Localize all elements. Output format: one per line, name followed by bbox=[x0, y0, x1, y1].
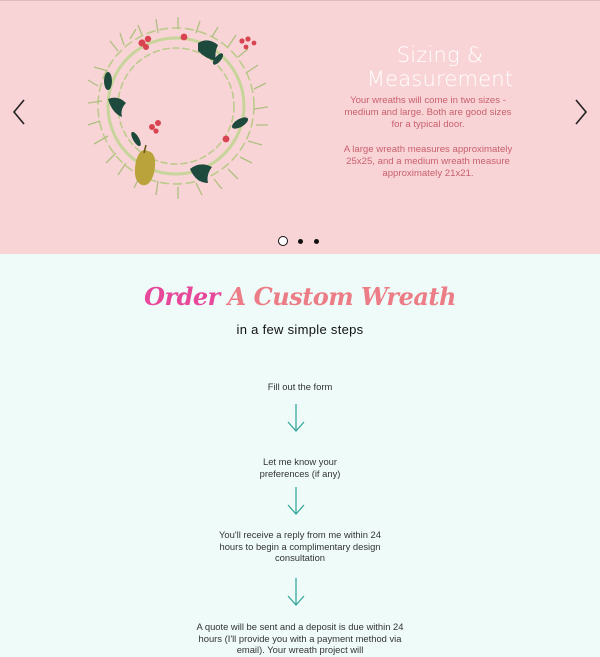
christmas-wreath-illustration bbox=[78, 11, 278, 201]
step-reply: You'll receive a reply from me within 24 hours to begin a complimentary design consultation bbox=[219, 529, 381, 563]
order-headline bbox=[0, 282, 600, 311]
step-fill-form: Fill out the form bbox=[267, 381, 333, 392]
arrow-down-icon bbox=[286, 402, 306, 434]
step-quote-deposit: A quote will be sent and a deposit is due within 24 hours (I'll provide you with a payment method via email). Your wreath project will bbox=[196, 621, 404, 655]
hero-slideshow bbox=[0, 0, 600, 254]
subheading: in a few simple steps bbox=[236, 322, 364, 337]
headline-order: Order bbox=[144, 282, 220, 311]
slide-dot-1[interactable] bbox=[278, 236, 288, 246]
arrow-down-icon bbox=[286, 485, 306, 517]
slide-title: Sizing & Measurement bbox=[366, 43, 514, 91]
arrow-down-icon bbox=[286, 576, 306, 608]
chevron-left-icon[interactable] bbox=[10, 97, 30, 127]
slide-paragraph-measurements: A large wreath measures approximately 25x25, and a medium wreath measure approximately 21x21. bbox=[343, 144, 513, 179]
slide-paragraph-sizes: Your wreaths will come in two sizes -medium and large. Both are good sizes for a typical door. bbox=[344, 95, 512, 130]
slide-dot-3[interactable] bbox=[314, 239, 319, 244]
step-preferences: Let me know your preferences (if any) bbox=[259, 456, 341, 479]
headline-custom-wreath: A Custom Wreath bbox=[227, 282, 456, 311]
slide-dot-2[interactable] bbox=[298, 239, 303, 244]
slide-pagination bbox=[278, 235, 328, 247]
chevron-right-icon[interactable] bbox=[570, 97, 590, 127]
